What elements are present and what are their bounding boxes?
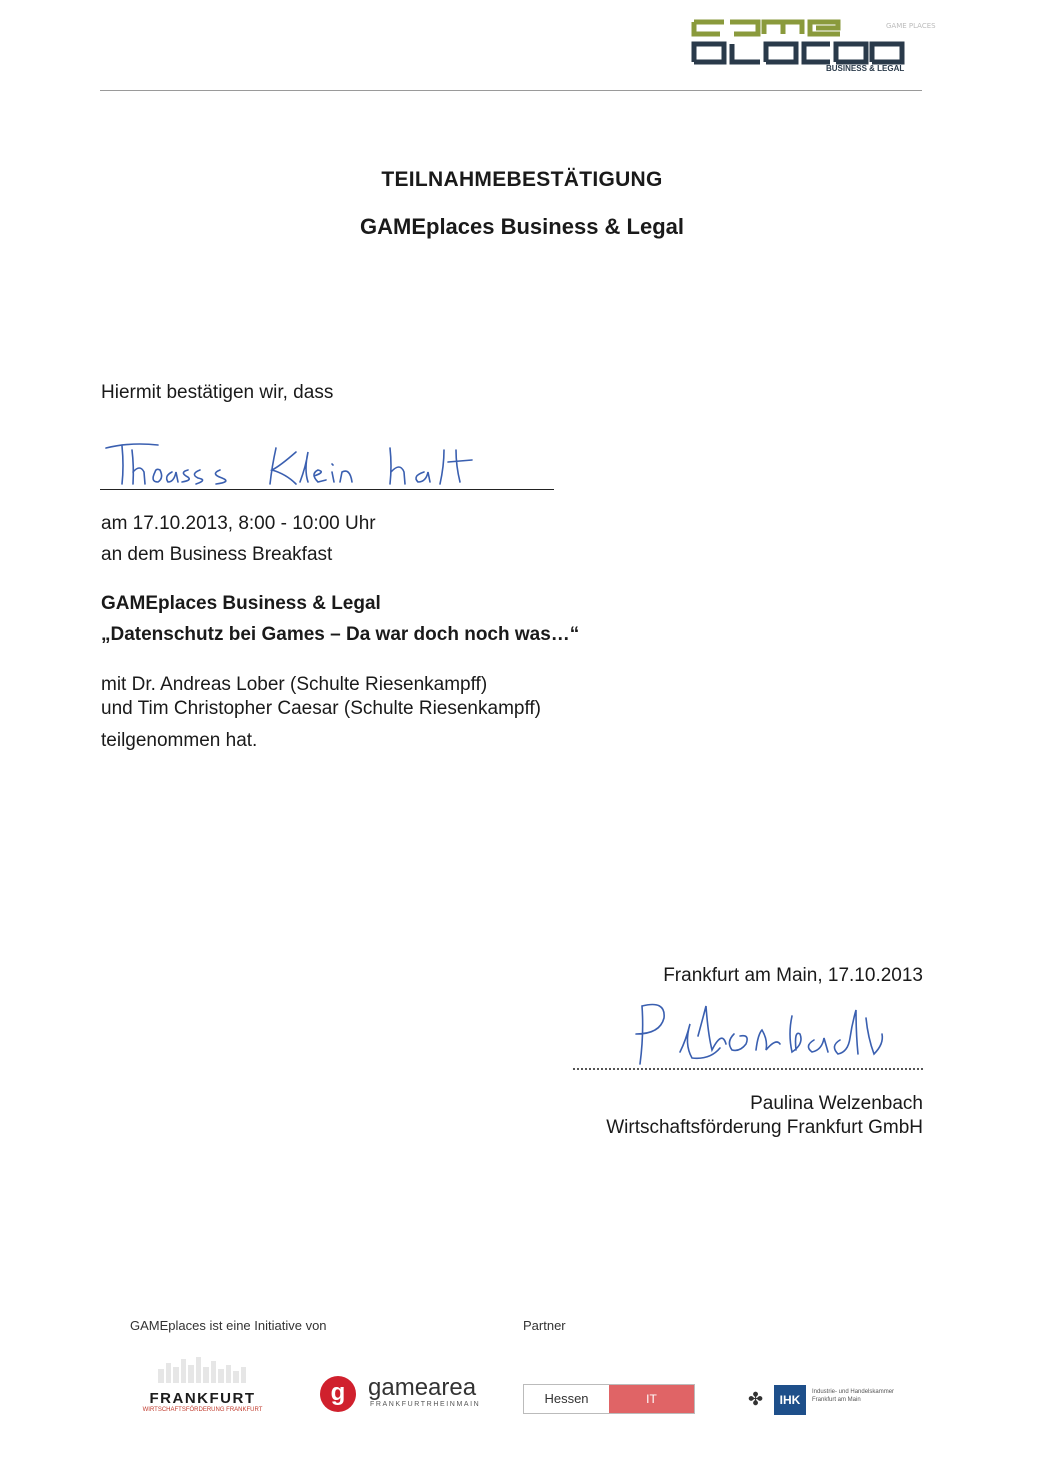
speaker-line-2: und Tim Christopher Caesar (Schulte Riesenkampff): [101, 698, 542, 719]
logo-small-text: GAME PLACES: [886, 22, 936, 30]
hessen-logo-text: Hessen: [524, 1385, 609, 1413]
place-and-date: Frankfurt am Main, 17.10.2013: [663, 965, 923, 986]
frankfurt-logo-text: FRANKFURT: [149, 1390, 256, 1407]
ihk-logo: [748, 1385, 898, 1415]
closing-text: teilgenommen hat.: [101, 730, 258, 751]
signer-signature: [600, 994, 900, 1074]
speaker-line-1: mit Dr. Andreas Lober (Schulte Riesenkampff): [101, 674, 488, 695]
participant-name-line: [100, 489, 554, 490]
signer-name: Paulina Welzenbach: [750, 1093, 923, 1114]
initiative-label: GAMEplaces ist eine Initiative von: [130, 1318, 327, 1333]
ihk-logo-text: IHK: [774, 1385, 806, 1415]
ihk-logo-subtext: Industrie- und Handelskammer Frankfurt am Main: [812, 1389, 895, 1403]
intro-text: Hiermit bestätigen wir, dass: [101, 382, 334, 403]
participant-signature: [100, 436, 560, 492]
partner-label: Partner: [523, 1318, 566, 1333]
signature-line: [573, 1068, 923, 1070]
gameplaces-logo: [690, 14, 936, 74]
header-divider: [100, 90, 922, 91]
program-topic: „Datenschutz bei Games – Da war doch noch was…“: [101, 624, 580, 645]
gameplaces-logo-graphic: [690, 14, 936, 74]
document-title: TEILNAHMEBESTÄTIGUNG: [381, 168, 663, 191]
document-subtitle: GAMEplaces Business & Legal: [360, 214, 684, 239]
hessen-it-logo: [523, 1384, 695, 1414]
hessen-it-text: IT: [609, 1385, 694, 1413]
gamearea-circle-icon: g: [320, 1376, 356, 1412]
gamearea-logo-subtext: FRANKFURTRHEINMAIN: [370, 1401, 481, 1408]
eagle-icon: ✤: [748, 1389, 764, 1409]
event-date: am 17.10.2013, 8:00 - 10:00 Uhr: [101, 513, 376, 534]
gamearea-logo-text: gamearea: [368, 1374, 477, 1401]
logo-tagline: BUSINESS & LEGAL: [826, 64, 905, 73]
event-name: an dem Business Breakfast: [101, 544, 333, 565]
frankfurt-logo-subtext: WIRTSCHAFTSFÖRDERUNG FRANKFURT: [142, 1407, 263, 1413]
frankfurt-skyline-icon: [140, 1355, 265, 1383]
frankfurt-logo: [140, 1355, 265, 1417]
gamearea-logo: [320, 1374, 490, 1414]
signer-organization: Wirtschaftsförderung Frankfurt GmbH: [606, 1117, 923, 1138]
program-title: GAMEplaces Business & Legal: [101, 593, 381, 614]
